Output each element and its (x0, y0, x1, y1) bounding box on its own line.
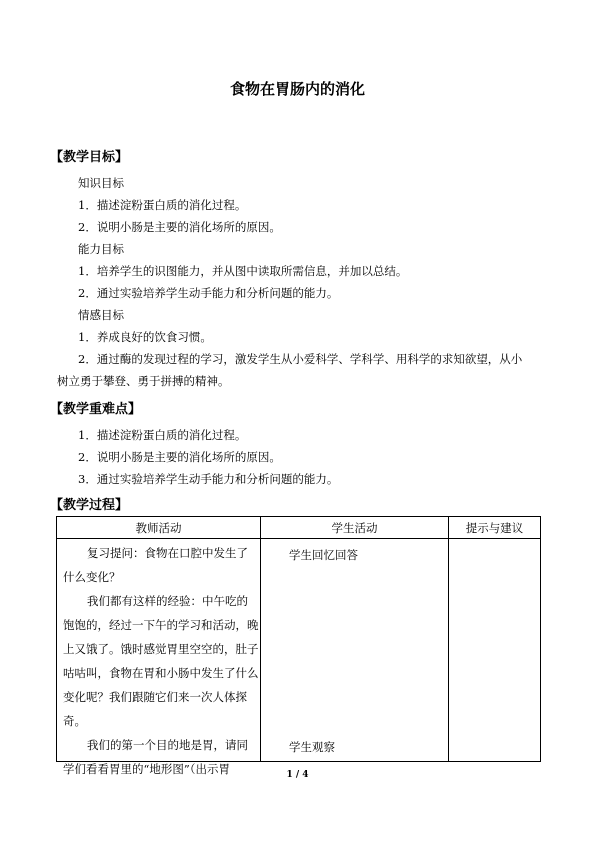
column-header-tips: 提示与建议 (449, 517, 541, 539)
goal-line: 2．说明小肠是主要的消化场所的原因。 (78, 220, 281, 234)
goal-line: 1．养成良好的饮食习惯。 (78, 330, 212, 344)
teacher-paragraph: 我们都有这样的经验：中午吃的饱饱的，经过一下午的学习和活动，晚上又饿了。饿时感觉胃里空空的，肚子咕咕叫，食物在胃和小肠中发生了什么变化呢？我们跟随它们来一次人体探奇。 (63, 594, 259, 728)
teacher-paragraph: 我们的第一个目的地是胃，请同学们看看胃里的“地形图”（出示胃 (63, 738, 248, 776)
tips-cell (449, 539, 541, 762)
section-heading-key-points: 【教学重难点】 (50, 402, 142, 417)
student-note: 学生回忆回答 (289, 548, 358, 562)
goal-line: 知识目标 (78, 176, 124, 190)
table-row (57, 539, 541, 762)
column-header-student: 学生活动 (261, 517, 449, 539)
goal-line: 树立勇于攀登、勇于拼搏的精神。 (57, 374, 230, 388)
teacher-activity-cell (57, 539, 261, 776)
document-title: 食物在胃肠内的消化 (229, 80, 365, 98)
section-heading-goals: 【教学目标】 (50, 150, 129, 165)
goal-line: 2．通过酶的发现过程的学习，激发学生从小爱科学、学科学、用科学的求知欲望，从小 (78, 352, 523, 366)
key-point-line: 2．说明小肠是主要的消化场所的原因。 (78, 450, 281, 464)
key-point-line: 1．描述淀粉蛋白质的消化过程。 (78, 428, 247, 442)
key-point-line: 3．通过实验培养学生动手能力和分析问题的能力。 (78, 472, 339, 486)
goal-line: 情感目标 (78, 308, 124, 322)
student-activity-cell (261, 539, 449, 762)
teacher-paragraph: 复习提问：食物在口腔中发生了什么变化？ (63, 546, 248, 584)
table-header-row (57, 517, 541, 539)
section-heading-process: 【教学过程】 (50, 498, 129, 513)
page-number: 1 / 4 (286, 770, 309, 780)
student-note: 学生观察 (289, 740, 335, 754)
goal-line: 1．描述淀粉蛋白质的消化过程。 (78, 198, 247, 212)
goal-line: 能力目标 (78, 242, 124, 256)
goal-line: 2．通过实验培养学生动手能力和分析问题的能力。 (78, 286, 339, 300)
goal-line: 1．培养学生的识图能力，并从图中读取所需信息，并加以总结。 (78, 264, 408, 278)
column-header-teacher: 教师活动 (57, 517, 261, 539)
